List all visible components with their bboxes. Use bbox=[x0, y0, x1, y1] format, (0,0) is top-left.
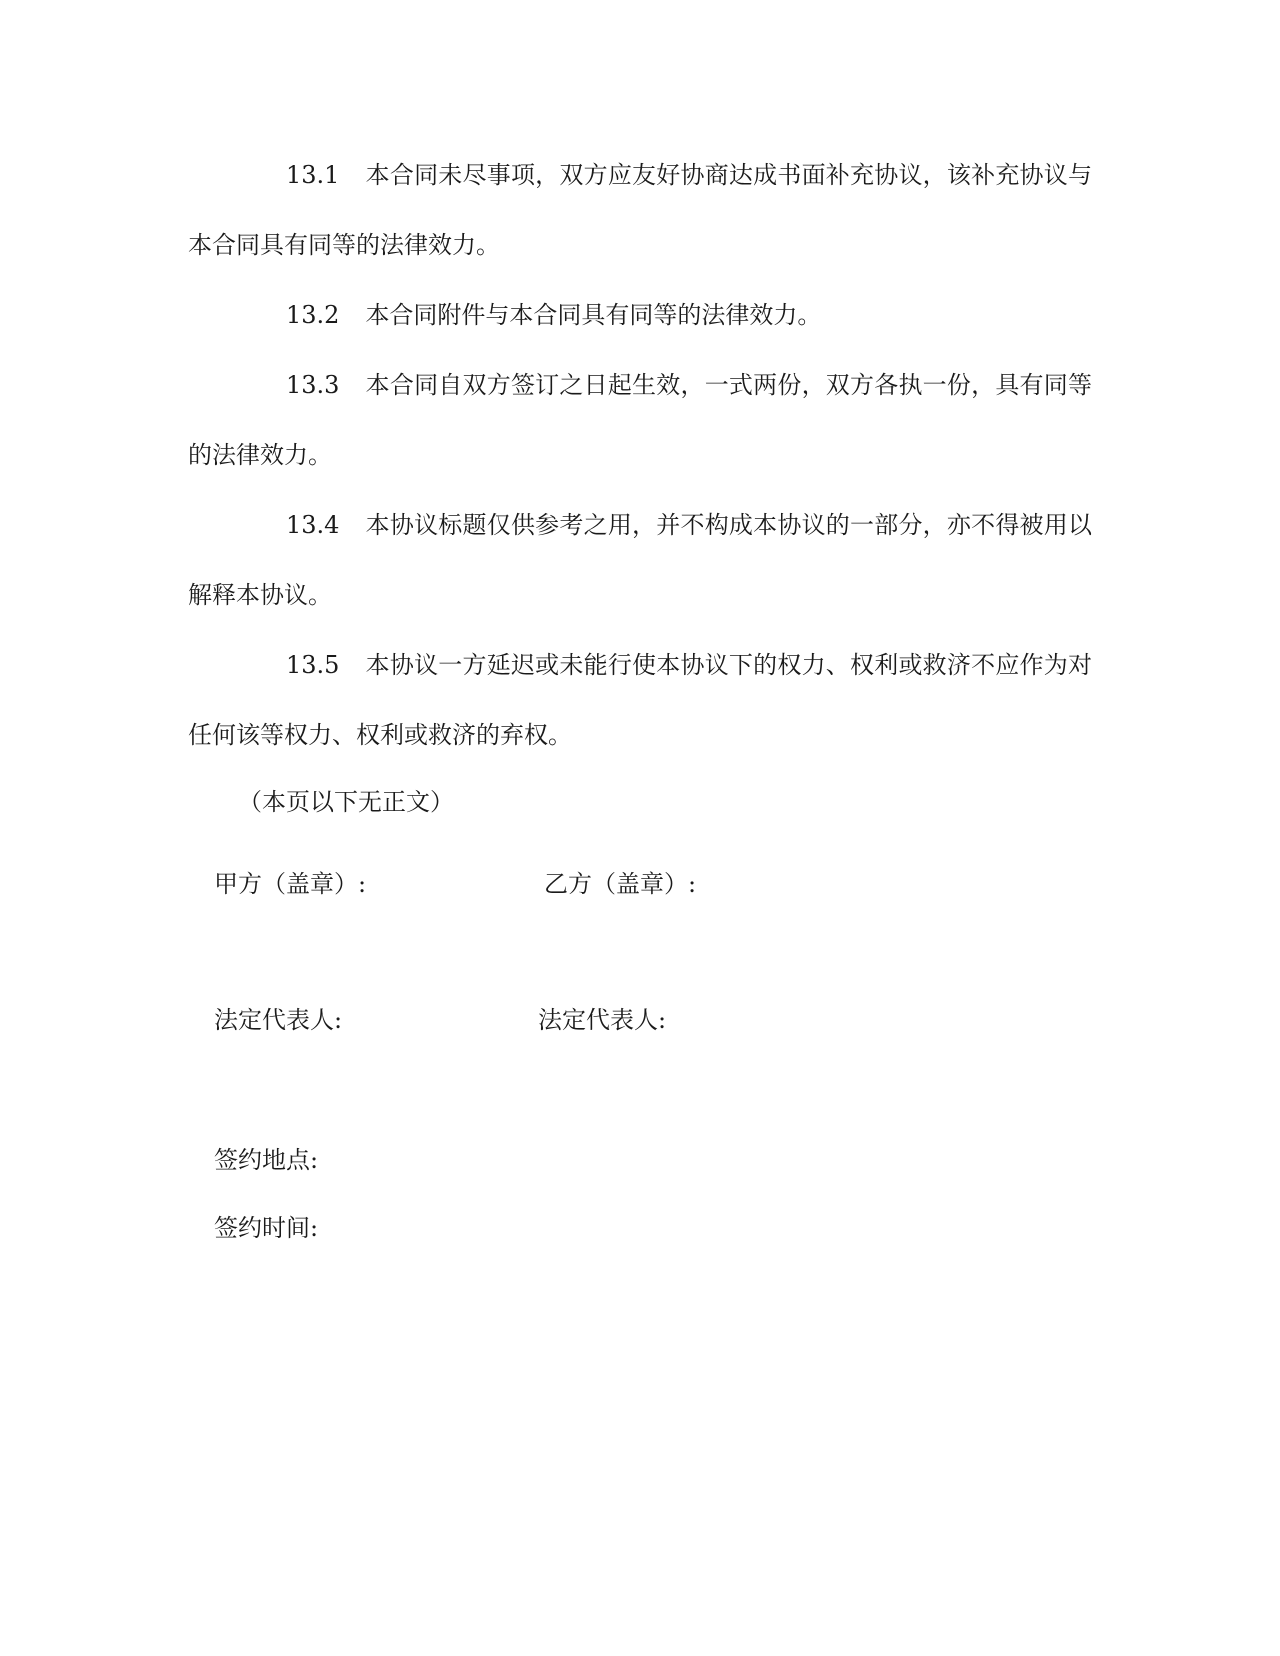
clause-13-2 bbox=[188, 280, 1092, 350]
clause-number: 13.2 bbox=[286, 301, 340, 329]
party-a-seal-label: 甲方（盖章）: bbox=[214, 870, 367, 898]
clause-13-3 bbox=[188, 350, 1092, 490]
clause-text: 本协议标题仅供参考之用，并不构成本协议的一部分，亦不得被用以解释本协议。 bbox=[188, 511, 1092, 609]
clause-text: 本合同自双方签订之日起生效，一式两份，双方各执一份，具有同等的法律效力。 bbox=[188, 371, 1092, 469]
party-b-representative-label: 法定代表人: bbox=[538, 1006, 667, 1034]
clause-number: 13.1 bbox=[286, 161, 340, 189]
clause-13-4 bbox=[188, 490, 1092, 630]
clause-number: 13.4 bbox=[286, 511, 340, 539]
clause-13-5 bbox=[188, 630, 1092, 770]
party-a-representative-label: 法定代表人: bbox=[214, 1006, 343, 1034]
clause-number: 13.5 bbox=[286, 651, 340, 679]
clause-text: 本合同附件与本合同具有同等的法律效力。 bbox=[365, 301, 822, 329]
party-b-seal-label: 乙方（盖章）: bbox=[544, 870, 697, 898]
end-of-text-note: （本页以下无正文） bbox=[238, 788, 454, 816]
signing-place-label: 签约地点: bbox=[214, 1146, 319, 1174]
clause-number: 13.3 bbox=[286, 371, 340, 399]
clause-13-1 bbox=[188, 140, 1092, 280]
signing-time-label: 签约时间: bbox=[214, 1214, 319, 1242]
clause-text: 本协议一方延迟或未能行使本协议下的权力、权利或救济不应作为对任何该等权力、权利或救济的弃权。 bbox=[188, 651, 1092, 749]
clause-text: 本合同未尽事项，双方应友好协商达成书面补充协议，该补充协议与本合同具有同等的法律效力。 bbox=[188, 161, 1092, 259]
